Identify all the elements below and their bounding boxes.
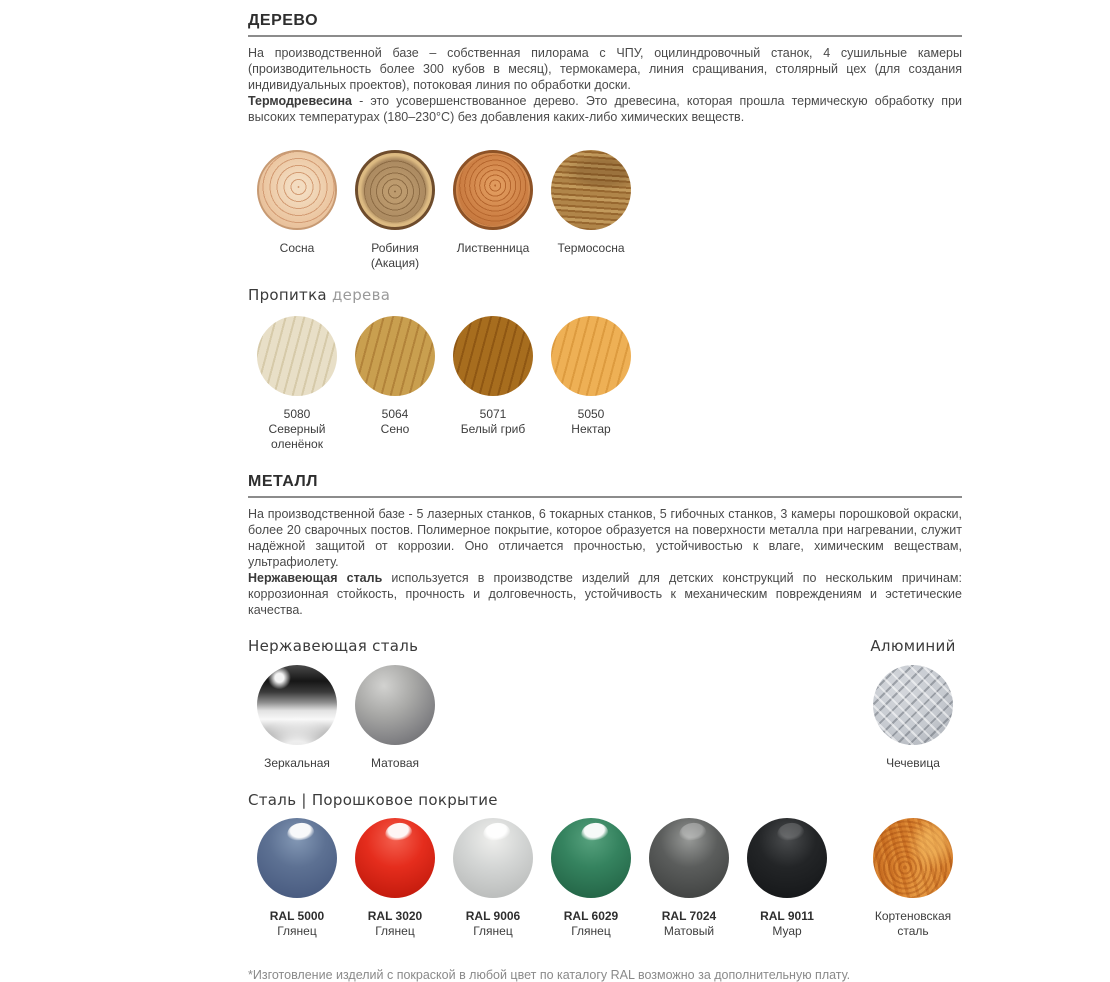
thermo-term: Термодревесина	[248, 94, 352, 108]
stain-name: Белый гриб	[460, 422, 526, 436]
stain-code: 5050	[577, 407, 605, 421]
wood-swatch-robinia	[346, 150, 444, 271]
stainless-paragraph	[248, 570, 962, 618]
swatch-label: Матовая	[371, 756, 419, 770]
ral-code: RAL 6029	[563, 909, 619, 923]
stain-name: Сено	[380, 422, 410, 436]
pine-wood-swatch-image	[257, 150, 337, 230]
impregnation-title-light: дерева	[332, 286, 391, 304]
swatch-label: Робиния (Акация)	[370, 241, 420, 270]
robinia-wood-swatch-image	[355, 150, 435, 230]
swatch-label	[564, 909, 618, 939]
ral-code: RAL 5000	[269, 909, 325, 923]
metal-intro-paragraph	[248, 506, 962, 570]
wood-swatch-larch	[444, 150, 542, 271]
ral-7024-swatch-image	[649, 818, 729, 898]
swatch-label: Кортеновская сталь	[874, 909, 952, 938]
ral-finish: Матовый	[663, 924, 715, 938]
stainless-rest: используется в производстве изделий для детских конструкций по нескольким причинам: коррозионная стойкость, прочность и долговечность, устойчивость к механическим повреждениям и эстетические качества.	[248, 571, 962, 617]
powder-coating-title: Сталь | Порошковое покрытие	[248, 791, 498, 809]
ral-3020-swatch-image	[355, 818, 435, 898]
aluminum-swatch-lentil	[864, 665, 962, 771]
swatch-label: Лиственница	[456, 241, 530, 255]
ral-code: RAL 9006	[465, 909, 521, 923]
swatch-label: Сосна	[279, 241, 315, 255]
stain-code: 5080	[283, 407, 311, 421]
stain-swatch-image	[453, 316, 533, 396]
swatch-label	[571, 407, 610, 437]
wood-section-title: ДЕРЕВО	[248, 12, 962, 37]
stainless-swatch-mirror	[248, 665, 346, 771]
impregnation-swatch-row	[248, 316, 962, 452]
swatch-label	[466, 909, 520, 939]
ral-footnote: *Изготовление изделий с покраской в любой цвет по каталогу RAL возможно за дополнительную плату.	[248, 968, 851, 982]
ral-finish: Глянец	[375, 924, 415, 938]
mirror-steel-swatch-image	[257, 665, 337, 745]
ral-finish: Глянец	[571, 924, 611, 938]
ral-9006-swatch-image	[453, 818, 533, 898]
wood-intro-text: На производственной базе – собственная пилорама с ЧПУ, оцилиндровочный станок, 4 сушильные камеры (производительность более 300 кубов в месяц), термокамера, линия сращивания, столярный цех (для создания индивидуальных проектов), потоковая линия по обработки доски.	[248, 46, 962, 92]
larch-wood-swatch-image	[453, 150, 533, 230]
swatch-label: Зеркальная	[264, 756, 330, 770]
swatch-label	[381, 407, 410, 437]
catalog-page	[248, 12, 962, 982]
wood-swatch-pine	[248, 150, 346, 271]
swatch-label	[270, 909, 324, 939]
thermo-rest: - это усовершенствованное дерево. Это древесина, которая прошла термическую обработку при высоких температурах (180–230°С) без добавления каких-либо химических веществ.	[248, 94, 962, 124]
ral-code: RAL 9011	[760, 909, 814, 923]
stainless-swatch-matte	[346, 665, 444, 771]
aluminum-group	[864, 637, 962, 771]
ral-9011-swatch-image	[747, 818, 827, 898]
ral-finish: Глянец	[277, 924, 317, 938]
stain-swatch-image	[551, 316, 631, 396]
metal-intro-text: На производственной базе - 5 лазерных станков, 6 токарных станков, 5 гибочных станков, 3 камеры порошковой окраски, более 20 сварочных постов. Полимерное покрытие, которое образуется на поверхности металла при нагревании, служит надёжной защитой от коррозии. Оно отличается прочностью, устойчивостью к влаге, химическим веществам, ультрафиолету.	[248, 507, 962, 569]
ral-finish: Глянец	[473, 924, 513, 938]
stain-swatch-5064	[346, 316, 444, 452]
wood-swatch-thermopine	[542, 150, 640, 271]
stain-code: 5064	[381, 407, 409, 421]
swatch-label	[760, 909, 814, 939]
ral-6029-swatch-image	[551, 818, 631, 898]
stain-swatch-5050	[542, 316, 640, 452]
ral-5000-swatch-image	[257, 818, 337, 898]
wood-intro-paragraph	[248, 45, 962, 93]
ral-code: RAL 7024	[661, 909, 717, 923]
stain-name: Северный оленёнок	[268, 422, 326, 451]
stain-swatch-5080	[248, 316, 346, 452]
wood-swatch-row	[248, 150, 962, 271]
stain-swatch-5071	[444, 316, 542, 452]
swatch-label: Чечевица	[886, 756, 940, 770]
stain-swatch-image	[355, 316, 435, 396]
stain-code: 5071	[479, 407, 507, 421]
corten-steel-swatch-image	[873, 818, 953, 898]
ral-code: RAL 3020	[367, 909, 423, 923]
impregnation-title-strong: Пропитка	[248, 286, 327, 304]
swatch-label: Термососна	[557, 241, 625, 255]
swatch-label	[461, 407, 525, 437]
stainless-swatch-row	[248, 665, 444, 771]
checker-plate-swatch-image	[873, 665, 953, 745]
swatch-label	[248, 407, 346, 452]
impregnation-title	[248, 286, 962, 304]
swatch-label	[368, 909, 422, 939]
swatch-label	[662, 909, 716, 939]
matte-steel-swatch-image	[355, 665, 435, 745]
ral-finish: Муар	[772, 924, 802, 938]
aluminum-title: Алюминий	[870, 637, 956, 655]
stainless-aluminum-block	[248, 637, 962, 771]
stainless-term: Нержавеющая сталь	[248, 571, 383, 585]
metal-section-title: МЕТАЛЛ	[248, 473, 962, 498]
stain-swatch-image	[257, 316, 337, 396]
stain-name: Нектар	[571, 422, 611, 436]
stainless-title: Нержавеющая сталь	[248, 637, 419, 655]
wood-thermo-paragraph	[248, 93, 962, 125]
stainless-group	[248, 637, 444, 771]
thermopine-wood-swatch-image	[551, 150, 631, 230]
